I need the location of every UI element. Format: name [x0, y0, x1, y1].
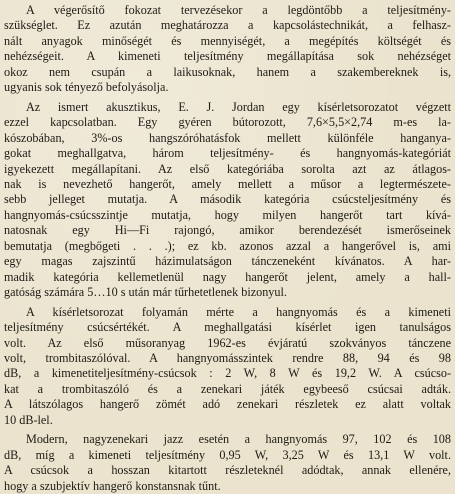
paragraph-2 [4, 100, 451, 301]
text-line: ezzel kapcsolatban. Egy gyéren bútorozott, 7,6×5,5×2,74 m-es la- [4, 115, 451, 130]
text-line: kat a trombitaszóló és a zenekari játék egybeeső csúcsai adták. [4, 381, 451, 396]
text-line: kószobában, 3%-os hangszóróhatásfok mellett különféle hanganya- [4, 130, 451, 145]
text-line: bemutatja (megbőgeti . . .); ez kb. azonos azzal a hangerővel is, ami [4, 238, 451, 253]
text-line: gokat meghallgatva, három teljesítmény- és hangnyomás-kategóriát [4, 146, 451, 161]
paragraph-3 [4, 305, 451, 429]
text-line: teljesítmény csúcsértékét. A meghallgatási kísérlet igen tanulságos [4, 320, 451, 335]
text-line: ugyanis sok tényező befolyásolja. [4, 80, 169, 95]
text-line: Az ismert akusztikus, E. J. Jordan egy kísérletsorozatot végzett [26, 99, 451, 114]
text-line: nak is nevezhető hangerőt, amely mellett a műsor a legtermészete- [4, 176, 451, 191]
text-line: A csúcsok a hosszan kitartott részleteknél adódtak, annak ellenére, [4, 463, 451, 478]
text-line: madik kategória kellemetlenül nagy hangerőt jelent, amely a hall- [4, 269, 451, 284]
text-line: volt. Az első műsoranyag 1962-es évjáratú szokványos tánczene [4, 335, 451, 350]
text-line: dB, a kimenetiteljesítmény-csúcsok : 2 W, 8 W és 19,2 W. A csúcso- [4, 366, 451, 381]
text-line: natosnak egy Hi—Fi rajongó, amikor berendezését ismerőseinek [4, 223, 451, 238]
text-line: nált anyagok minőségét és mennyiségét, a megépítés költségét és [4, 33, 451, 48]
text-line: okoz nem csupán a laikusoknak, hanem a szakembereknek is, [4, 64, 451, 79]
text-line: igyekezett megállapítani. Az első kategóriába sorolta azt az átlagos- [4, 161, 451, 176]
text-line: 10 dB-lel. [4, 412, 53, 427]
text-line: A látszólagos hangerő zömét adó zenekari részletek ez alatt voltak [4, 397, 451, 412]
paragraph-1 [4, 3, 451, 96]
text-line: Modern, nagyzenekari jazz esetén a hangnyomás 97, 102 és 108 [26, 432, 451, 447]
text-line: A kísérletsorozat folyamán mérte a hangnyomás és a kimeneti [26, 304, 451, 319]
text-line: A végerősítő fokozat tervezésekor a legdöntőbb a teljesítmény- [26, 3, 451, 17]
text-line: gatóság számára 5…10 s után már tűrhetetlenek bizonyul. [4, 285, 287, 300]
text-line: hogy a szubjektív hangerő konstansnak tűnt. [4, 478, 221, 493]
text-line: sebb jelleget mutatja. A második kategória csúcsteljesítmény és [4, 192, 451, 207]
text-line: egy magas zajszintű házimulatságon tánczeneként kívánatos. A har- [4, 254, 451, 269]
text-line: hangnyomás-csúcsszintje mutatja, hogy milyen hangerőt tart kívá- [4, 207, 451, 222]
paragraph-4 [4, 432, 451, 494]
text-line: volt, trombitaszólóval. A hangnyomásszintek rendre 88, 94 és 98 [4, 350, 451, 365]
text-line: szükséglet. Ez azután meghatározza a kapcsolástechnikát, a felhasz- [4, 18, 451, 33]
text-line: dB, míg a kimeneti teljesítmény 0,95 W, 3,25 W és 13,1 W volt. [4, 447, 451, 462]
text-line: nehézségeit. A kimeneti teljesítmény megállapítása sok nehézséget [4, 49, 451, 64]
